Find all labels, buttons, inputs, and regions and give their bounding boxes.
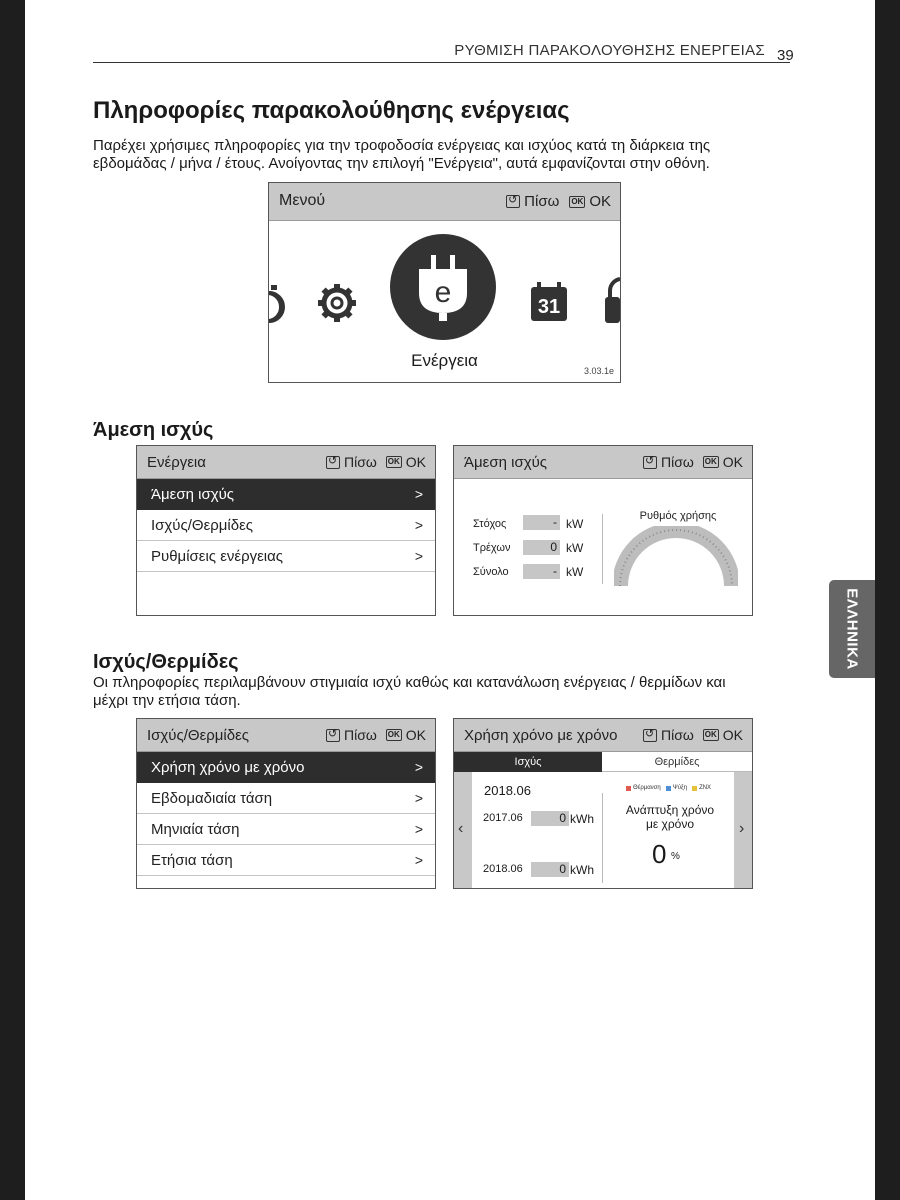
legend-swatch [692, 786, 697, 791]
intro-line-2: εβδομάδας / μήνα / έτους. Ανοίγοντας την επιλογή "Ενέργεια", αυτά εμφανίζονται στην οθόνη. [93, 155, 710, 172]
power-menu-screen [136, 718, 436, 889]
target-unit: kW [566, 517, 584, 531]
section-header: ΡΥΘΜΙΣΗ ΠΑΡΑΚΟΛΟΥΘΗΣΗΣ ΕΝΕΡΓΕΙΑΣ [454, 42, 765, 59]
menu-item-power-calories[interactable] [137, 510, 435, 541]
usage-rate-label: Ρυθμός χρήσης [639, 510, 717, 522]
total-unit: kW [566, 565, 584, 579]
manual-page [25, 0, 875, 1200]
language-tab [829, 580, 875, 678]
section-heading-power-calories: Ισχύς/Θερμίδες [93, 651, 239, 673]
version-label: 3.03.1e [583, 366, 614, 376]
lock-icon[interactable] [605, 279, 620, 323]
back-label[interactable]: Πίσω [343, 454, 377, 470]
power-desc-line-1: Οι πληροφορίες περιλαμβάνουν στιγμιαία ισχύ καθώς και κατανάλωση ενέργειας / θερμίδων και [93, 674, 726, 691]
legend-item-heating [626, 785, 661, 791]
ok-icon[interactable]: OK [704, 457, 717, 466]
growth-label-line-2: με χρόνο [645, 817, 695, 831]
growth-label-line-1: Ανάπτυξη χρόνο [625, 803, 715, 817]
chevron-right-icon: › [739, 820, 745, 837]
menu-item-label: Εβδομαδιαία τάση [151, 790, 273, 807]
legend-swatch [626, 786, 631, 791]
chevron-right-icon: > [414, 790, 423, 806]
legend-label: ZNX [699, 785, 712, 791]
ok-icon[interactable]: OK [387, 457, 400, 466]
energy-menu-titlebar [137, 446, 435, 479]
bar-value-2017: 0 [531, 811, 569, 826]
back-icon[interactable] [643, 456, 657, 469]
tab-calories[interactable]: Θερμίδες [602, 752, 752, 772]
section-heading-instant: Άμεση ισχύς [93, 419, 214, 441]
bar-unit-2018: kWh [570, 863, 594, 877]
legend-item-znx [692, 785, 711, 791]
current-unit: kW [566, 541, 584, 555]
energy-plug-icon[interactable] [390, 234, 496, 340]
legend [626, 785, 711, 791]
menu-screen-titlebar [269, 183, 620, 221]
menu-item-energy-settings[interactable] [137, 541, 435, 572]
bar-unit-2017: kWh [570, 812, 594, 826]
selected-menu-label: Ενέργεια [411, 351, 478, 370]
menu-item-year-over-year[interactable] [137, 752, 435, 783]
yoy-screen [453, 718, 753, 889]
power-menu-controls [326, 727, 426, 743]
power-desc-line-2: μέχρι την ετήσια τάση. [93, 692, 241, 709]
back-icon[interactable] [326, 456, 340, 469]
instant-power-title: Άμεση ισχύς [464, 454, 548, 471]
menu-item-label: Χρήση χρόνο με χρόνο [151, 759, 305, 776]
chevron-left-icon: ‹ [458, 820, 464, 837]
prev-button[interactable] [454, 772, 472, 888]
header-rule [93, 62, 790, 63]
next-button[interactable] [734, 772, 752, 888]
total-label: Σύνολο [473, 566, 509, 578]
energy-menu-title: Ενέργεια [147, 454, 206, 471]
menu-item-label: Ετήσια τάση [151, 852, 233, 869]
menu-item-weekly-trend[interactable] [137, 783, 435, 814]
menu-item-label: Μηνιαία τάση [151, 821, 240, 838]
yoy-title: Χρήση χρόνο με χρόνο [464, 727, 618, 744]
bar-value-2018: 0 [531, 862, 569, 877]
menu-screen-controls [506, 193, 611, 210]
ok-label[interactable]: OK [589, 193, 611, 210]
page-title: Πληροφορίες παρακολούθησης ενέργειας [93, 97, 570, 124]
ok-label[interactable]: OK [722, 454, 743, 470]
menu-item-yearly-trend[interactable] [137, 845, 435, 876]
usage-rate-gauge [614, 526, 738, 590]
chevron-right-icon: > [414, 759, 423, 775]
legend-label: Ψύξη [672, 785, 688, 791]
chevron-right-icon: > [414, 517, 423, 533]
intro-line-1: Παρέχει χρήσιμες πληροφορίες για την τροφοδοσία ενέργειας και ισχύος κατά τη διάρκεια της [93, 137, 711, 154]
ok-label[interactable]: OK [405, 454, 426, 470]
divider [602, 514, 603, 584]
menu-item-label: Ισχύς/Θερμίδες [151, 517, 254, 534]
page-number: 39 [777, 47, 794, 64]
chevron-right-icon: > [414, 852, 423, 868]
growth-unit: % [671, 851, 680, 862]
growth-value: 0 [652, 839, 667, 869]
back-icon[interactable] [643, 729, 657, 742]
timer-icon[interactable] [269, 285, 283, 321]
calendar-icon[interactable] [531, 282, 567, 321]
yoy-titlebar [454, 719, 752, 752]
instant-power-controls [643, 454, 743, 470]
menu-screen [268, 182, 621, 383]
chevron-right-icon: > [414, 821, 423, 837]
current-label: Τρέχων [473, 542, 511, 554]
back-icon[interactable] [506, 195, 520, 208]
legend-swatch [666, 786, 671, 791]
energy-menu-controls [326, 454, 426, 470]
menu-item-instant-power[interactable] [137, 479, 435, 510]
menu-screen-title: Μενού [279, 192, 326, 209]
divider [602, 793, 603, 883]
growth-label [606, 803, 734, 831]
ok-label[interactable]: OK [722, 727, 743, 743]
calendar-number: 31 [537, 296, 561, 318]
yoy-controls [643, 727, 743, 743]
ok-label[interactable]: OK [405, 727, 426, 743]
back-icon[interactable] [326, 729, 340, 742]
instant-power-screen [453, 445, 753, 616]
menu-item-label: Άμεση ισχύς [151, 486, 235, 503]
back-label[interactable]: Πίσω [660, 454, 694, 470]
target-value: - [523, 515, 560, 530]
legend-label: Θέρμανση [633, 785, 661, 791]
ok-icon[interactable]: OK [704, 730, 717, 739]
back-label[interactable]: Πίσω [343, 727, 377, 743]
target-label: Στόχος [473, 518, 507, 530]
gear-icon[interactable] [318, 284, 356, 322]
legend-item-cooling [666, 785, 687, 791]
instant-power-titlebar [454, 446, 752, 479]
ok-icon[interactable]: OK [571, 196, 584, 206]
current-value: 0 [523, 540, 560, 555]
power-menu-title: Ισχύς/Θερμίδες [147, 727, 250, 744]
total-value: - [523, 564, 560, 579]
energy-letter: e [434, 276, 452, 309]
menu-item-monthly-trend[interactable] [137, 814, 435, 845]
language-label: ΕΛΛΗΝΙΚΑ [843, 588, 861, 670]
ok-icon[interactable]: OK [387, 730, 400, 739]
back-label[interactable]: Πίσω [524, 193, 560, 210]
chevron-right-icon: > [414, 486, 423, 502]
bar-year-2017: 2017.06 [483, 812, 523, 824]
period-label: 2018.06 [484, 783, 531, 798]
back-label[interactable]: Πίσω [660, 727, 694, 743]
power-menu-titlebar [137, 719, 435, 752]
bar-year-2018: 2018.06 [483, 863, 523, 875]
chevron-right-icon: > [414, 548, 423, 564]
menu-item-label: Ρυθμίσεις ενέργειας [151, 548, 284, 565]
energy-menu-screen [136, 445, 436, 616]
tab-power[interactable]: Ισχύς [454, 752, 602, 772]
